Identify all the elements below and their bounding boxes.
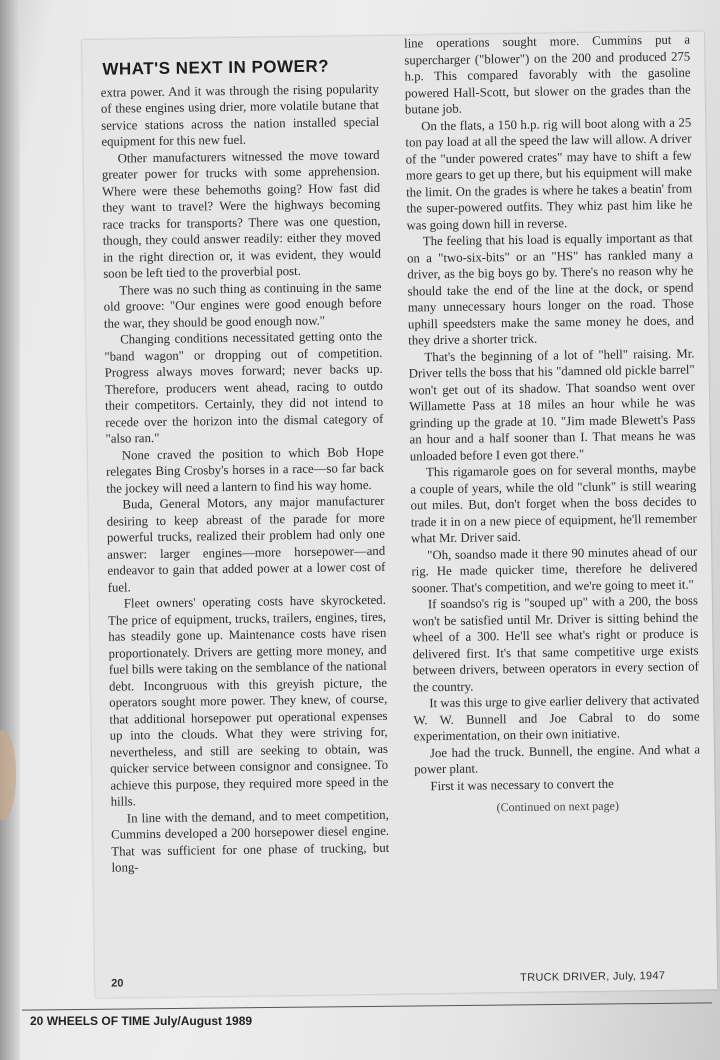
footer-publication: WHEELS OF TIME July/August 1989 [46, 1014, 253, 1028]
article-clipping [82, 31, 717, 998]
footer-rule [22, 1002, 712, 1010]
page-spine-shadow [0, 0, 20, 1060]
left-column [100, 36, 390, 876]
source-line: TRUCK DRIVER, July, 1947 [520, 969, 666, 984]
continued-note: (Continued on next page) [496, 798, 619, 815]
footer-page-number: 20 [30, 1014, 44, 1028]
clipping-page-number: 20 [111, 977, 124, 990]
paragraph: "Oh, soandso made it there 90 minutes ahead of our rig. He made quicker time, therefore he delivered sooner. That's competition, and we're going to meet it." [411, 543, 698, 595]
page-footer [30, 1014, 252, 1028]
paragraph: That's the beginning of a lot of "hell" raising. Mr. Driver tells the boss that his "damned old pickle barrel" won't get out of its shadow. That soandso went over Willamette Pass at 18 miles an hour while he was grinding up the grade at 10. "Jim made Blewett's Pass an hour and a half sooner than I. That means he was unloaded before I even got there." [408, 345, 696, 463]
paragraph: line operations sought more. Cummins put a supercharger ("blower") on the 200 and produced 275 h.p. This compared favorably with the gasoline powered Hall-Scott, but slower on the grades than the butane job. [403, 32, 691, 117]
paragraph: It was this urge to give earlier delivery that activated W. W. Bunnell and Joe Cabral to do some experimentation, on their own initiative. [413, 692, 700, 744]
paragraph: In line with the demand, and to meet competition, Cummins developed a 200 horsepower diesel engine. That was sufficient for one phase of trucking, but long- [111, 807, 390, 875]
paragraph: Other manufacturers witnessed the move toward greater power for trucks with some apprehension. Where were these behemoths going? How fast did they want to travel? Were the highways becoming race tracks for transports? There was one question, though, they could answer readily: either they moved in the right direction or, it was evident, they would soon be left tied to the proverbial post. [101, 147, 382, 281]
article-headline: WHAT'S NEXT IN POWER? [102, 56, 330, 79]
paragraph: Buda, General Motors, any major manufacturer desiring to keep abreast of the parade for more powerful trucks, realized their problem had only one answer: larger engines—more horsepower—and endeavor to gain that added power at a lower cost of fuel. [106, 493, 386, 595]
paragraph: There was no such thing as continuing in the same old groove: "Our engines were good enough before the war, they should be good enough now." [103, 279, 382, 331]
paragraph: If soandso's rig is "souped up" with a 200, the boss won't be satisfied until Mr. Driver is sitting behind the wheel of a 300. He'll see what's right or produce is delivered first. It's that same competitive urge exists between drivers, between operators in every section of the country. [412, 593, 699, 694]
right-column [404, 32, 701, 817]
paragraph: None craved the position to which Bob Hope relegates Bing Crosby's horses in a race—so far back the jockey will need a lantern to find his way home. [105, 444, 385, 496]
paragraph: Changing conditions necessitated getting onto the "band wagon" or dropping out of competition. Progress always moves forward; never backs up. Therefore, producers went ahead, racing to outdo their competitors. Certainly, they did not intend to recede over the horizon into the dismal category of "also ran." [104, 328, 384, 446]
paragraph: Fleet owners' operating costs have skyrocketed. The price of equipment, trucks, trailers, engines, tires, has steadily gone up. Maintenance costs have risen proportionately. Drivers are getting more money, and fuel bills were taking on the semblance of the national debt. Incongruous with this greyish picture, the operators sought more power. They knew, of course, that additional horsepower put operational expenses up into the clouds. What they were striving for, nevertheless, and still are seeking to obtain, was quicker service between consignor and consignee. To achieve this purpose, they required more speed in the hills. [108, 592, 389, 809]
paragraph: This rigamarole goes on for several months, maybe a couple of years, while the old "clunk" is still wearing out miles. But, don't forget when the boss decides to trade it in on a new piece of equipment, he'll remember what Mr. Driver said. [410, 461, 697, 546]
paragraph: The feeling that his load is equally important as that on a "two-six-bits" or an "HS" has rankled many a driver, as the big boys go by. There's no reason why he should take the end of the line at the dock, or spend many unnecessary hours longer on the road. Those uphill speedsters make the same money he does, and they drive a shorter trick. [406, 230, 695, 348]
paragraph: On the flats, a 150 h.p. rig will boot along with a 25 ton pay load at all the speed the law will allow. A driver of the "under powered crates" may have to shift a few more gears to get up there, but his equipment will make the limit. On the grades is where he takes a beatin' from the super-powered outfits. They whiz past him like he was going down hill in reverse. [405, 115, 693, 232]
paragraph: Joe had the truck. Bunnell, the engine. And what a power plant. [414, 741, 701, 777]
paragraph: extra power. And it was through the rising popularity of these engines using drier, more volatile butane that service stations across the nation installed special equipment for this new fuel. [100, 81, 380, 149]
paragraph: First it was necessary to convert the [430, 776, 614, 793]
